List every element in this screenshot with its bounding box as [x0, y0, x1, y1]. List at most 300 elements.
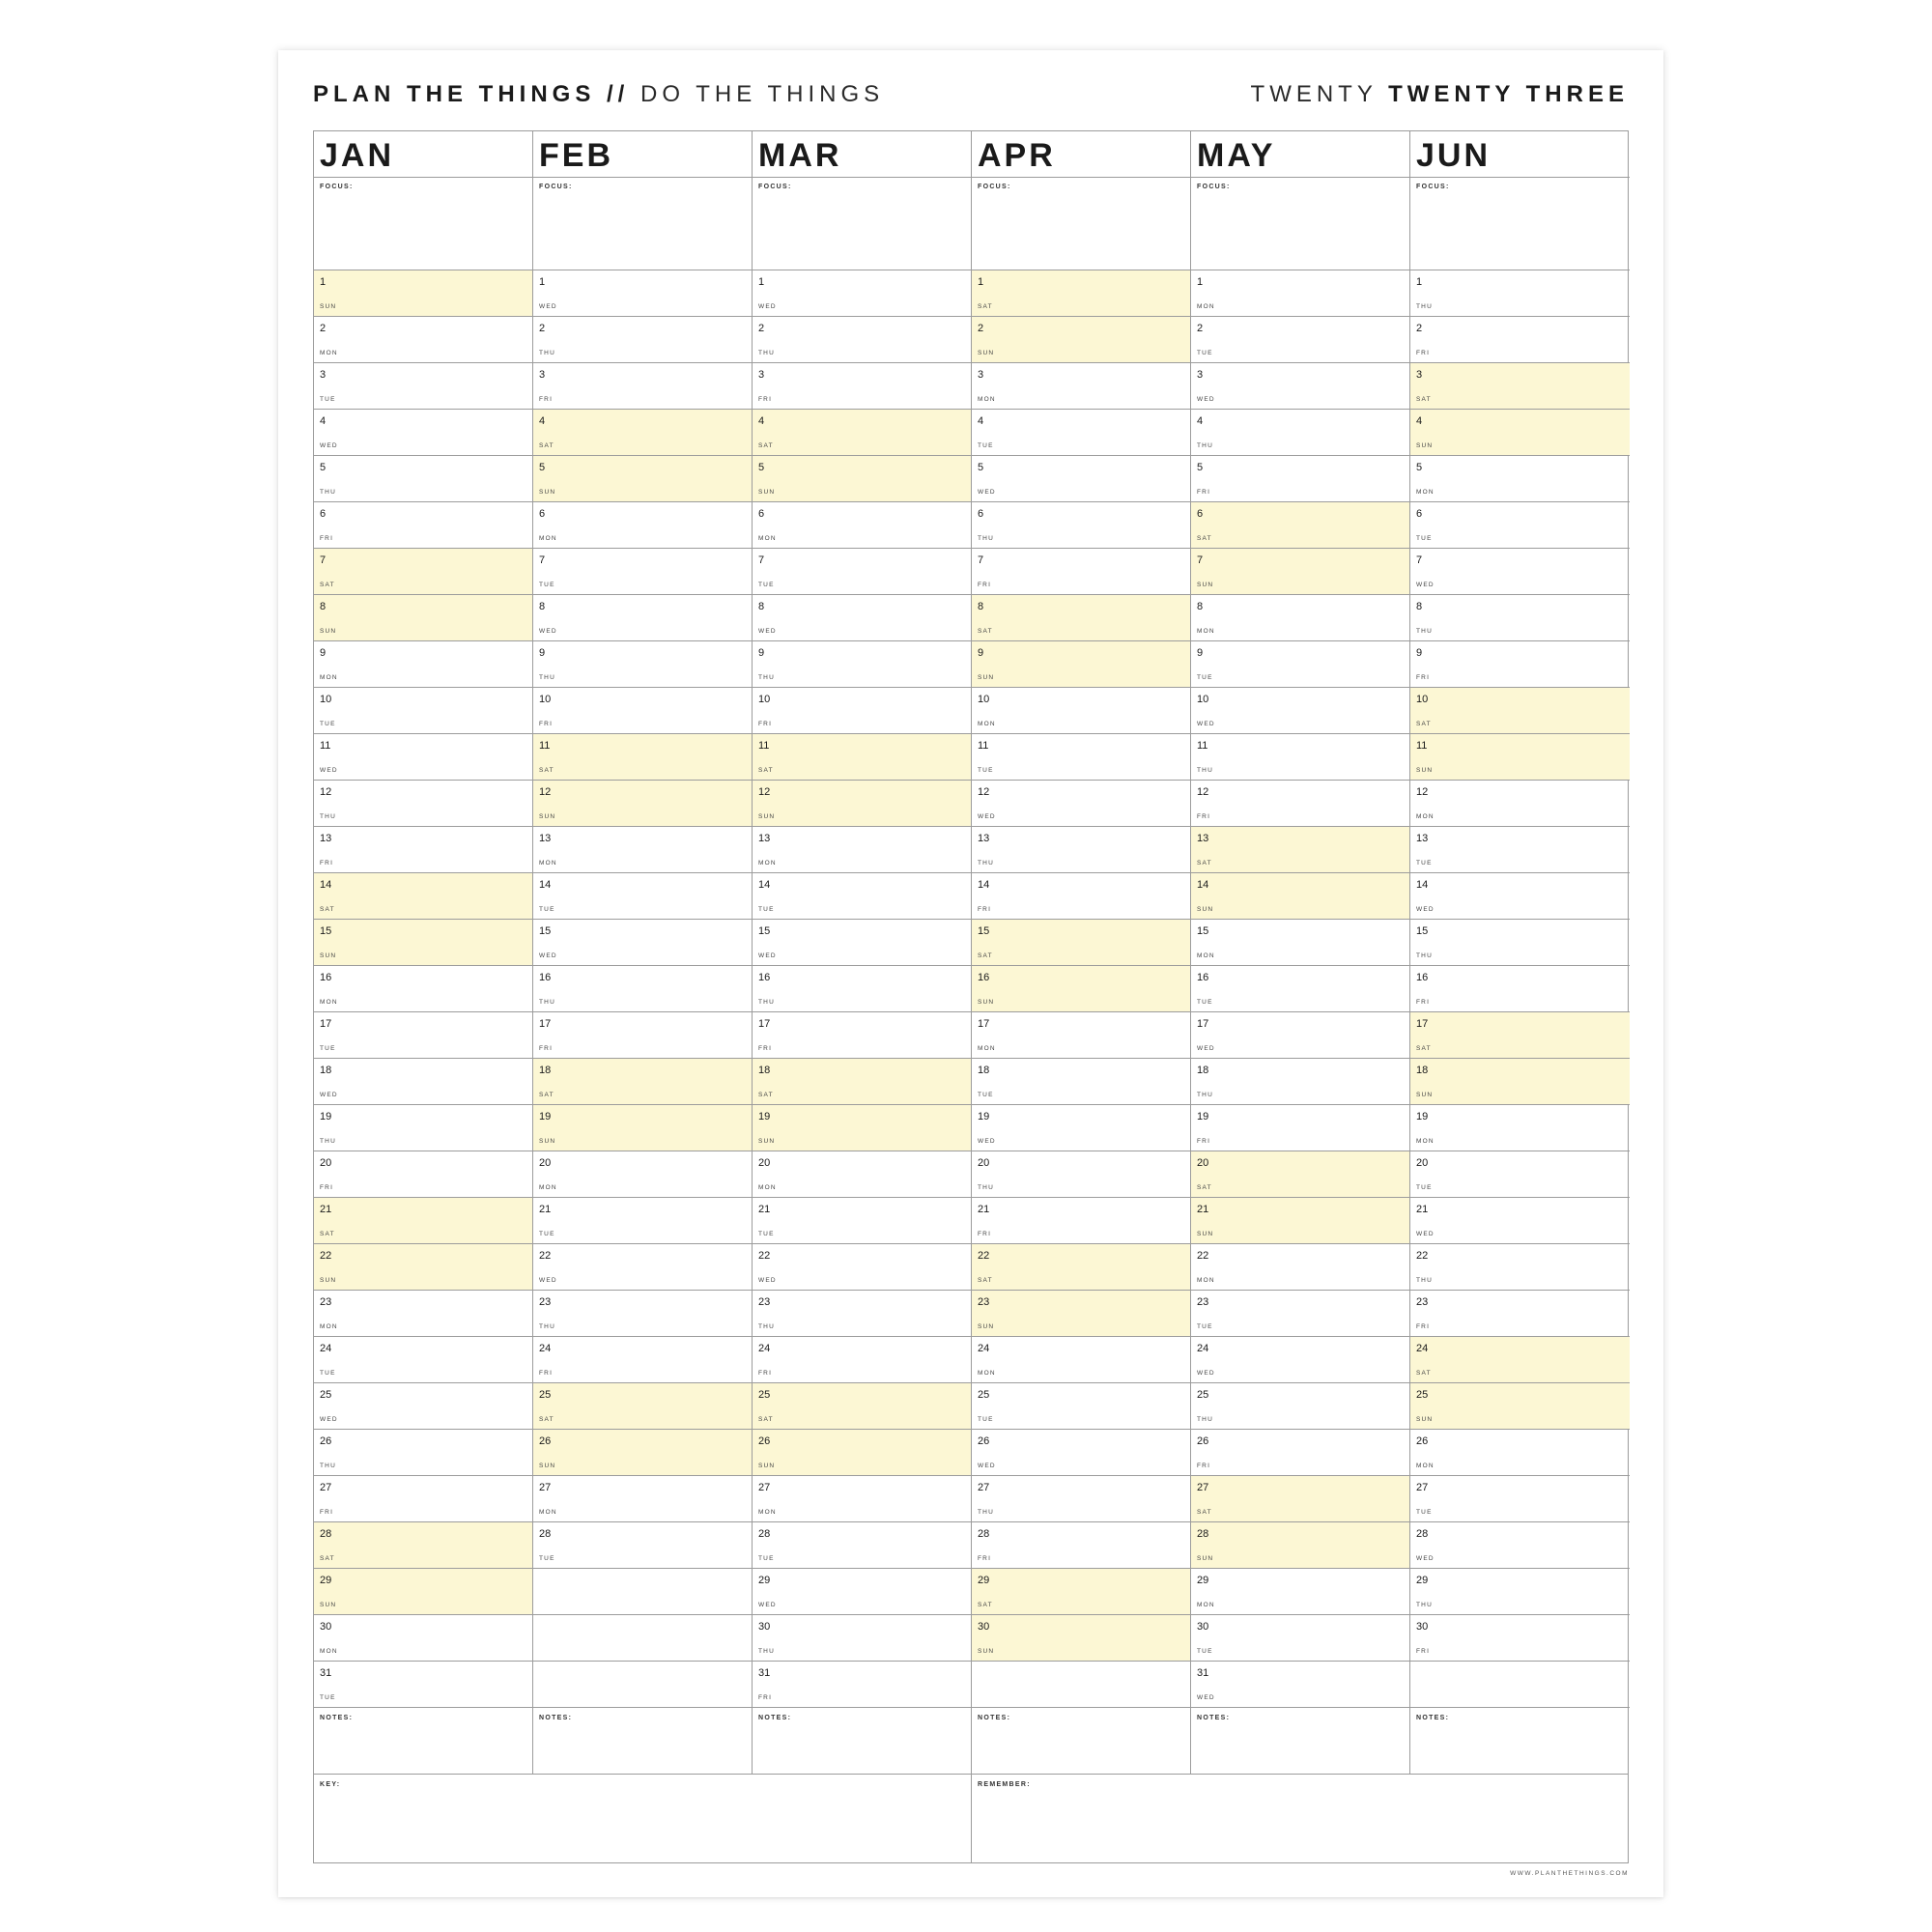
- day-of-week: THU: [320, 1138, 336, 1145]
- day-cell[interactable]: [1191, 1012, 1409, 1059]
- day-cell[interactable]: [533, 1430, 752, 1476]
- day-cell[interactable]: [533, 270, 752, 317]
- day-cell[interactable]: [1191, 1662, 1409, 1708]
- day-cell[interactable]: [753, 1383, 971, 1430]
- empty-day-cell[interactable]: [1410, 1662, 1630, 1708]
- day-cell[interactable]: [1410, 270, 1630, 317]
- day-number: 28: [539, 1528, 552, 1540]
- day-cell[interactable]: [314, 781, 532, 827]
- day-cell[interactable]: [533, 1291, 752, 1337]
- day-cell[interactable]: [1410, 966, 1630, 1012]
- day-cell[interactable]: [753, 1476, 971, 1522]
- day-of-week: THU: [978, 535, 994, 542]
- day-number: 15: [978, 925, 990, 937]
- day-cell[interactable]: [1410, 1476, 1630, 1522]
- day-of-week: FRI: [539, 1045, 554, 1052]
- day-cell[interactable]: [1191, 363, 1409, 410]
- day-cell[interactable]: [972, 363, 1190, 410]
- day-cell[interactable]: [1191, 920, 1409, 966]
- day-cell[interactable]: [1410, 502, 1630, 549]
- notes-box[interactable]: NOTES:: [1197, 1715, 1231, 1721]
- focus-box[interactable]: FOCUS:: [533, 178, 752, 270]
- day-of-week: SUN: [978, 350, 995, 356]
- bottom-row: [314, 1774, 1628, 1862]
- day-cell[interactable]: [972, 270, 1190, 317]
- empty-day-cell[interactable]: [972, 1662, 1190, 1708]
- day-cell[interactable]: [314, 1522, 532, 1569]
- day-of-week: FRI: [1416, 1648, 1431, 1655]
- day-cell[interactable]: [1410, 1151, 1630, 1198]
- day-number: 1: [1197, 276, 1204, 288]
- day-cell[interactable]: [314, 1244, 532, 1291]
- day-number: 17: [758, 1018, 771, 1030]
- day-cell[interactable]: [314, 1105, 532, 1151]
- day-number: 3: [539, 369, 546, 381]
- day-cell[interactable]: [314, 1337, 532, 1383]
- day-cell[interactable]: [314, 1291, 532, 1337]
- day-cell[interactable]: [1410, 641, 1630, 688]
- day-cell[interactable]: [1191, 549, 1409, 595]
- day-cell[interactable]: [533, 966, 752, 1012]
- day-cell[interactable]: [533, 827, 752, 873]
- day-cell[interactable]: [753, 1105, 971, 1151]
- day-cell[interactable]: [1191, 1383, 1409, 1430]
- day-number: 30: [758, 1621, 771, 1633]
- day-cell[interactable]: [314, 827, 532, 873]
- focus-box[interactable]: FOCUS:: [314, 178, 532, 270]
- day-cell[interactable]: [972, 1291, 1190, 1337]
- day-of-week: THU: [1416, 628, 1433, 635]
- day-of-week: SUN: [1416, 1416, 1434, 1423]
- day-of-week: THU: [539, 999, 555, 1006]
- day-cell[interactable]: [972, 1198, 1190, 1244]
- day-of-week: FRI: [758, 721, 773, 727]
- day-cell[interactable]: [1191, 1569, 1409, 1615]
- day-cell[interactable]: [972, 1244, 1190, 1291]
- day-cell[interactable]: [1410, 873, 1630, 920]
- focus-box[interactable]: FOCUS:: [1191, 178, 1409, 270]
- day-of-week: TUE: [758, 582, 775, 588]
- day-of-week: SUN: [1416, 1092, 1434, 1098]
- day-of-week: WED: [539, 1277, 557, 1284]
- day-cell[interactable]: [1191, 502, 1409, 549]
- day-number: 30: [978, 1621, 990, 1633]
- day-cell[interactable]: [314, 1151, 532, 1198]
- day-number: 6: [1416, 508, 1423, 520]
- day-cell[interactable]: [1410, 734, 1630, 781]
- day-of-week: WED: [1416, 1231, 1435, 1237]
- day-of-week: SAT: [978, 952, 993, 959]
- day-of-week: FRI: [320, 1184, 334, 1191]
- day-cell[interactable]: [314, 1198, 532, 1244]
- day-cell[interactable]: [972, 410, 1190, 456]
- month-header: JAN: [314, 131, 532, 178]
- day-cell[interactable]: [1410, 317, 1630, 363]
- day-cell[interactable]: [972, 1383, 1190, 1430]
- day-cell[interactable]: [533, 1059, 752, 1105]
- empty-day-cell[interactable]: [533, 1615, 752, 1662]
- day-cell[interactable]: [1191, 1430, 1409, 1476]
- day-cell[interactable]: [314, 363, 532, 410]
- day-cell[interactable]: [753, 1151, 971, 1198]
- key-box[interactable]: KEY:: [314, 1775, 972, 1863]
- day-cell[interactable]: [1410, 827, 1630, 873]
- day-number: 6: [758, 508, 765, 520]
- day-cell[interactable]: [1191, 595, 1409, 641]
- day-of-week: WED: [1416, 1555, 1435, 1562]
- day-cell[interactable]: [972, 1476, 1190, 1522]
- day-number: 5: [539, 462, 546, 473]
- month-column-jun: [1410, 131, 1630, 1774]
- day-cell[interactable]: [1191, 270, 1409, 317]
- day-cell[interactable]: [314, 920, 532, 966]
- day-cell[interactable]: [753, 1430, 971, 1476]
- day-cell[interactable]: [533, 1105, 752, 1151]
- day-number: 12: [320, 786, 332, 798]
- day-cell[interactable]: [314, 270, 532, 317]
- day-cell[interactable]: [972, 688, 1190, 734]
- day-cell[interactable]: [1191, 1615, 1409, 1662]
- day-cell[interactable]: [1191, 641, 1409, 688]
- day-number: 31: [320, 1667, 332, 1679]
- day-of-week: WED: [978, 813, 996, 820]
- day-number: 4: [320, 415, 327, 427]
- day-of-week: FRI: [758, 1370, 773, 1377]
- day-cell[interactable]: [533, 781, 752, 827]
- day-cell[interactable]: [1410, 1291, 1630, 1337]
- day-cell[interactable]: [753, 920, 971, 966]
- planner-year: [1251, 79, 1629, 110]
- day-of-week: THU: [978, 860, 994, 867]
- day-cell[interactable]: [314, 1615, 532, 1662]
- day-number: 8: [758, 601, 765, 612]
- day-cell[interactable]: [1191, 827, 1409, 873]
- day-cell[interactable]: [972, 502, 1190, 549]
- day-of-week: SUN: [758, 489, 776, 496]
- day-cell[interactable]: [753, 873, 971, 920]
- day-cell[interactable]: [753, 549, 971, 595]
- day-number: 6: [539, 508, 546, 520]
- day-cell[interactable]: [753, 827, 971, 873]
- day-cell[interactable]: [972, 1337, 1190, 1383]
- day-cell[interactable]: [1410, 1430, 1630, 1476]
- day-number: 17: [1197, 1018, 1209, 1030]
- day-of-week: SUN: [320, 1277, 337, 1284]
- day-cell[interactable]: [972, 1522, 1190, 1569]
- day-cell[interactable]: [314, 1059, 532, 1105]
- day-cell[interactable]: [972, 873, 1190, 920]
- day-cell[interactable]: [314, 1662, 532, 1708]
- day-cell[interactable]: [972, 456, 1190, 502]
- day-cell[interactable]: [1191, 734, 1409, 781]
- day-cell[interactable]: [1410, 1615, 1630, 1662]
- day-number: 18: [758, 1065, 771, 1076]
- notes-box[interactable]: NOTES:: [320, 1715, 354, 1721]
- day-number: 20: [758, 1157, 771, 1169]
- day-cell[interactable]: [533, 1198, 752, 1244]
- day-cell[interactable]: [533, 1012, 752, 1059]
- day-cell[interactable]: [533, 920, 752, 966]
- notes-box[interactable]: NOTES:: [539, 1715, 573, 1721]
- day-cell[interactable]: [1410, 1198, 1630, 1244]
- month-column-apr: [972, 131, 1191, 1774]
- day-cell[interactable]: [972, 827, 1190, 873]
- day-cell[interactable]: [1410, 1105, 1630, 1151]
- day-of-week: SUN: [978, 1648, 995, 1655]
- day-number: 7: [320, 554, 327, 566]
- year-light: TWENTY: [1250, 81, 1378, 107]
- day-cell[interactable]: [1191, 1291, 1409, 1337]
- day-cell[interactable]: [753, 595, 971, 641]
- day-cell[interactable]: [753, 1569, 971, 1615]
- day-cell[interactable]: [533, 734, 752, 781]
- day-cell[interactable]: [533, 688, 752, 734]
- day-cell[interactable]: [314, 1430, 532, 1476]
- day-cell[interactable]: [533, 1151, 752, 1198]
- day-of-week: MON: [1197, 628, 1215, 635]
- day-cell[interactable]: [972, 1569, 1190, 1615]
- day-cell[interactable]: [1410, 1522, 1630, 1569]
- day-number: 5: [1416, 462, 1423, 473]
- day-cell[interactable]: [972, 595, 1190, 641]
- day-number: 9: [539, 647, 546, 659]
- focus-box[interactable]: FOCUS:: [753, 178, 971, 270]
- day-cell[interactable]: [1191, 1198, 1409, 1244]
- day-cell[interactable]: [533, 1383, 752, 1430]
- day-number: 21: [320, 1204, 332, 1215]
- day-cell[interactable]: [1191, 1059, 1409, 1105]
- day-of-week: FRI: [539, 721, 554, 727]
- day-cell[interactable]: [753, 1059, 971, 1105]
- day-of-week: FRI: [1416, 999, 1431, 1006]
- day-cell[interactable]: [753, 363, 971, 410]
- day-cell[interactable]: [753, 270, 971, 317]
- day-cell[interactable]: [1191, 410, 1409, 456]
- day-of-week: MON: [978, 1045, 996, 1052]
- day-of-week: WED: [1197, 1045, 1215, 1052]
- day-cell[interactable]: [1191, 1244, 1409, 1291]
- day-cell[interactable]: [314, 873, 532, 920]
- day-cell[interactable]: [1191, 456, 1409, 502]
- day-cell[interactable]: [753, 1244, 971, 1291]
- day-cell[interactable]: [1191, 1105, 1409, 1151]
- day-of-week: MON: [1416, 1463, 1435, 1469]
- day-number: 14: [320, 879, 332, 891]
- day-cell[interactable]: [314, 502, 532, 549]
- day-number: 16: [978, 972, 990, 983]
- focus-box[interactable]: FOCUS:: [1410, 178, 1630, 270]
- day-cell[interactable]: [314, 1383, 532, 1430]
- day-cell[interactable]: [533, 873, 752, 920]
- day-cell[interactable]: [753, 641, 971, 688]
- day-of-week: TUE: [978, 1092, 994, 1098]
- day-of-week: FRI: [1416, 350, 1431, 356]
- day-cell[interactable]: [753, 1522, 971, 1569]
- day-number: 4: [758, 415, 765, 427]
- day-number: 19: [978, 1111, 990, 1122]
- day-cell[interactable]: [972, 1059, 1190, 1105]
- day-number: 21: [539, 1204, 552, 1215]
- day-number: 21: [758, 1204, 771, 1215]
- day-cell[interactable]: [314, 1569, 532, 1615]
- day-cell[interactable]: [314, 595, 532, 641]
- day-cell[interactable]: [1410, 1337, 1630, 1383]
- day-cell[interactable]: [314, 1012, 532, 1059]
- day-number: 26: [978, 1435, 990, 1447]
- day-number: 26: [758, 1435, 771, 1447]
- day-cell[interactable]: [533, 1337, 752, 1383]
- month-header: APR: [972, 131, 1190, 178]
- day-cell[interactable]: [1410, 410, 1630, 456]
- focus-box[interactable]: FOCUS:: [972, 178, 1190, 270]
- day-cell[interactable]: [1191, 873, 1409, 920]
- day-cell[interactable]: [1410, 1569, 1630, 1615]
- day-cell[interactable]: [972, 920, 1190, 966]
- day-number: 22: [978, 1250, 990, 1262]
- day-number: 17: [1416, 1018, 1429, 1030]
- day-number: 29: [1197, 1575, 1209, 1586]
- day-cell[interactable]: [972, 641, 1190, 688]
- day-cell[interactable]: [1191, 688, 1409, 734]
- day-cell[interactable]: [753, 456, 971, 502]
- day-cell[interactable]: [753, 1291, 971, 1337]
- day-cell[interactable]: [972, 734, 1190, 781]
- day-of-week: MON: [320, 674, 338, 681]
- day-cell[interactable]: [972, 317, 1190, 363]
- day-cell[interactable]: [314, 410, 532, 456]
- day-of-week: TUE: [539, 1231, 555, 1237]
- day-cell[interactable]: [1410, 1383, 1630, 1430]
- day-number: 13: [1197, 833, 1209, 844]
- day-number: 31: [758, 1667, 771, 1679]
- day-cell[interactable]: [1410, 456, 1630, 502]
- day-of-week: MON: [978, 721, 996, 727]
- day-cell[interactable]: [972, 781, 1190, 827]
- day-cell[interactable]: [314, 688, 532, 734]
- day-cell[interactable]: [314, 1476, 532, 1522]
- day-number: 3: [1416, 369, 1423, 381]
- day-cell[interactable]: [533, 502, 752, 549]
- day-cell[interactable]: [753, 1012, 971, 1059]
- month-header: MAR: [753, 131, 971, 178]
- day-number: 30: [1416, 1621, 1429, 1633]
- day-number: 22: [1197, 1250, 1209, 1262]
- day-cell[interactable]: [972, 1615, 1190, 1662]
- day-cell[interactable]: [1410, 1059, 1630, 1105]
- day-cell[interactable]: [1191, 1337, 1409, 1383]
- day-cell[interactable]: [533, 456, 752, 502]
- day-cell[interactable]: [1410, 1244, 1630, 1291]
- day-cell[interactable]: [972, 1151, 1190, 1198]
- day-of-week: SUN: [1197, 1231, 1214, 1237]
- day-cell[interactable]: [753, 1337, 971, 1383]
- day-cell[interactable]: [753, 781, 971, 827]
- day-cell[interactable]: [1191, 1476, 1409, 1522]
- day-number: 7: [978, 554, 984, 566]
- day-number: 28: [758, 1528, 771, 1540]
- day-number: 13: [539, 833, 552, 844]
- day-cell[interactable]: [314, 966, 532, 1012]
- day-cell[interactable]: [972, 1430, 1190, 1476]
- day-of-week: SAT: [1416, 1045, 1432, 1052]
- day-cell[interactable]: [972, 966, 1190, 1012]
- day-cell[interactable]: [533, 641, 752, 688]
- remember-box[interactable]: REMEMBER:: [978, 1781, 1031, 1788]
- day-cell[interactable]: [972, 1012, 1190, 1059]
- day-cell[interactable]: [533, 1244, 752, 1291]
- day-number: 25: [1197, 1389, 1209, 1401]
- day-cell[interactable]: [1410, 920, 1630, 966]
- day-cell[interactable]: [1191, 781, 1409, 827]
- day-cell[interactable]: [533, 1476, 752, 1522]
- day-number: 28: [978, 1528, 990, 1540]
- day-cell[interactable]: [1191, 1522, 1409, 1569]
- day-cell[interactable]: [753, 966, 971, 1012]
- day-of-week: WED: [978, 1138, 996, 1145]
- day-of-week: MON: [539, 860, 557, 867]
- day-cell[interactable]: [753, 688, 971, 734]
- day-of-week: MON: [758, 860, 777, 867]
- notes-box[interactable]: NOTES:: [1416, 1715, 1450, 1721]
- website-footer: WWW.PLANTHETHINGS.COM: [1510, 1870, 1629, 1877]
- notes-box[interactable]: NOTES:: [978, 1715, 1011, 1721]
- day-of-week: SUN: [320, 952, 337, 959]
- day-cell[interactable]: [1410, 595, 1630, 641]
- day-number: 15: [1197, 925, 1209, 937]
- day-cell[interactable]: [972, 1105, 1190, 1151]
- day-cell[interactable]: [753, 1662, 971, 1708]
- day-cell[interactable]: [1191, 317, 1409, 363]
- day-cell[interactable]: [533, 1522, 752, 1569]
- day-cell[interactable]: [533, 595, 752, 641]
- day-number: 28: [1416, 1528, 1429, 1540]
- day-of-week: TUE: [1416, 1509, 1433, 1516]
- day-of-week: TUE: [1416, 860, 1433, 867]
- day-cell[interactable]: [314, 317, 532, 363]
- day-cell[interactable]: [1191, 966, 1409, 1012]
- day-cell[interactable]: [753, 734, 971, 781]
- day-cell[interactable]: [314, 641, 532, 688]
- day-cell[interactable]: [533, 410, 752, 456]
- empty-day-cell[interactable]: [533, 1662, 752, 1708]
- day-cell[interactable]: [753, 1198, 971, 1244]
- day-cell[interactable]: [972, 549, 1190, 595]
- day-cell[interactable]: [753, 502, 971, 549]
- day-cell[interactable]: [753, 1615, 971, 1662]
- notes-box[interactable]: NOTES:: [758, 1715, 792, 1721]
- day-number: 24: [320, 1343, 332, 1354]
- day-cell[interactable]: [314, 456, 532, 502]
- day-cell[interactable]: [1410, 549, 1630, 595]
- day-cell[interactable]: [753, 410, 971, 456]
- day-cell[interactable]: [1410, 1012, 1630, 1059]
- day-number: 3: [320, 369, 327, 381]
- day-cell[interactable]: [314, 734, 532, 781]
- day-cell[interactable]: [533, 317, 752, 363]
- day-cell[interactable]: [1410, 688, 1630, 734]
- day-cell[interactable]: [314, 549, 532, 595]
- day-cell[interactable]: [1410, 363, 1630, 410]
- day-cell[interactable]: [1410, 781, 1630, 827]
- day-cell[interactable]: [533, 363, 752, 410]
- empty-day-cell[interactable]: [533, 1569, 752, 1615]
- day-of-week: SUN: [539, 1138, 556, 1145]
- day-number: 10: [978, 694, 990, 705]
- day-number: 11: [539, 740, 551, 752]
- day-cell[interactable]: [753, 317, 971, 363]
- day-cell[interactable]: [533, 549, 752, 595]
- day-cell[interactable]: [1191, 1151, 1409, 1198]
